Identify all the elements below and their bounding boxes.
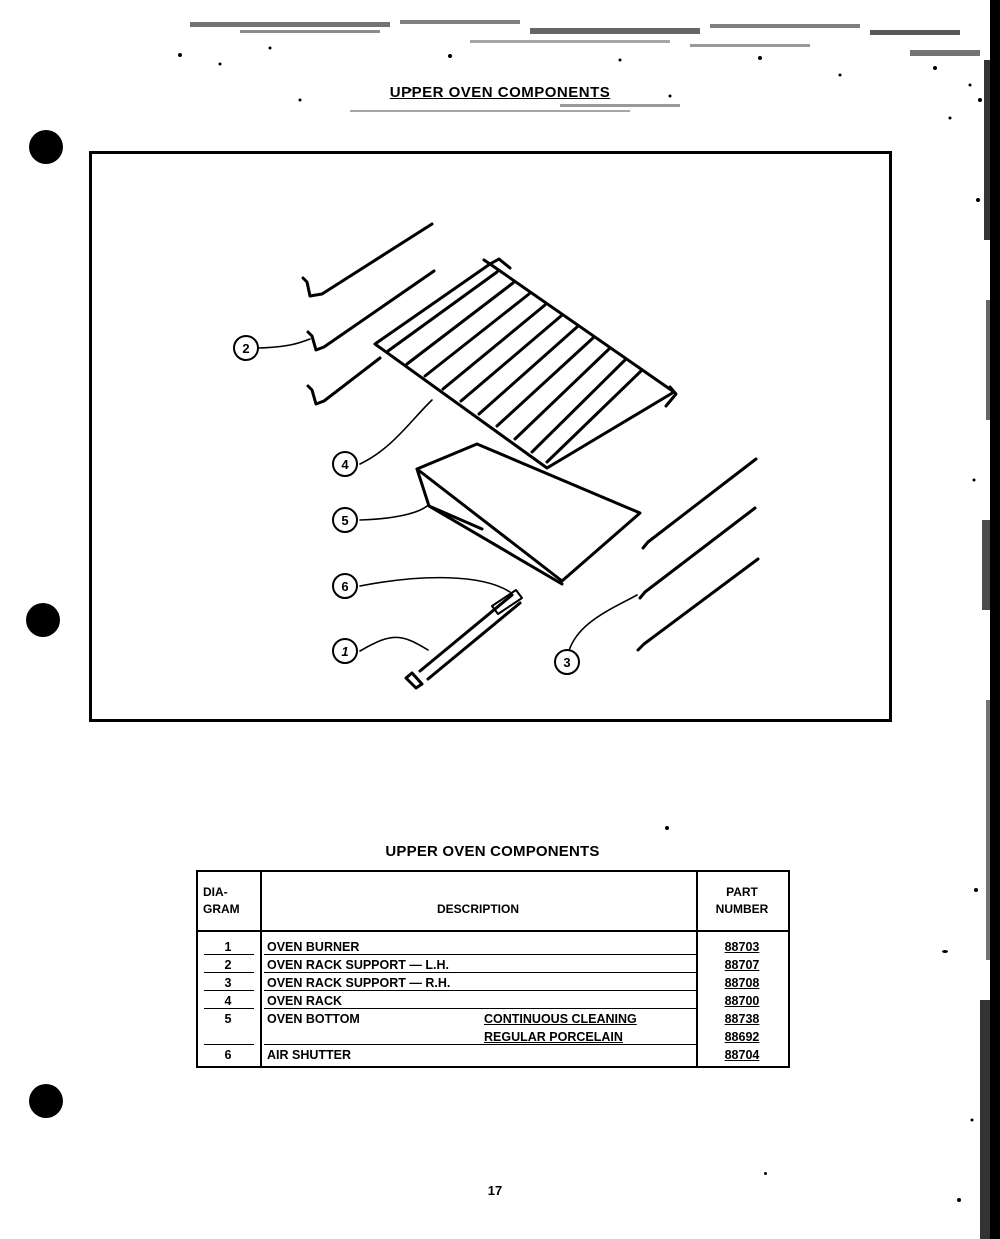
row-part-number: 88700	[724, 994, 760, 1008]
callout-3	[555, 650, 579, 674]
binder-hole-bottom	[29, 1084, 63, 1118]
row-underline	[204, 1044, 254, 1045]
exploded-parts-diagram	[89, 151, 892, 722]
row-underline	[204, 990, 254, 991]
diagram-drawing	[92, 154, 889, 719]
table-row	[198, 938, 788, 956]
header-diagram	[203, 884, 258, 918]
table-row	[198, 1046, 788, 1064]
callout-5-label: 5	[341, 513, 349, 528]
scan-edge-right	[960, 0, 1000, 1239]
callout-4	[333, 452, 357, 476]
row-description: OVEN BOTTOM	[267, 1012, 360, 1026]
table-row	[198, 992, 788, 1010]
scan-noise-top	[150, 0, 1000, 130]
row-underline	[264, 972, 697, 973]
callout-3-label: 3	[563, 655, 571, 670]
row-part-number: 88708	[724, 976, 760, 990]
row-variant: REGULAR PORCELAIN	[484, 1030, 623, 1044]
callout-2	[234, 336, 258, 360]
table-row	[198, 1028, 788, 1046]
scan-speck	[764, 1172, 767, 1175]
header-diagram-line-2: GRAM	[203, 902, 240, 916]
table-title: UPPER OVEN COMPONENTS	[385, 843, 600, 860]
row-description: OVEN BURNER	[267, 940, 360, 954]
page-number: 17	[487, 1183, 503, 1198]
table-row	[198, 974, 788, 992]
row-part-number: 88707	[724, 958, 760, 972]
table-body	[198, 932, 788, 1066]
callout-6-label: 6	[341, 579, 349, 594]
row-part-number: 88703	[724, 940, 760, 954]
row-description: OVEN RACK	[267, 994, 343, 1008]
callout-1	[333, 639, 357, 663]
row-underline	[264, 954, 697, 955]
binder-hole-top	[29, 130, 63, 164]
row-description: OVEN RACK SUPPORT — R.H.	[267, 976, 451, 990]
oven-bottom-part	[417, 444, 640, 584]
callout-6	[333, 574, 357, 598]
header-description: DESCRIPTION	[436, 902, 519, 916]
header-part-number	[698, 884, 786, 918]
scan-speck	[665, 826, 669, 830]
row-diagram-number: 6	[224, 1048, 232, 1062]
row-underline	[264, 990, 697, 991]
row-underline	[264, 1044, 697, 1045]
scan-speck	[942, 950, 948, 953]
row-diagram-number: 3	[224, 976, 232, 990]
row-variant: CONTINUOUS CLEANING	[484, 1012, 637, 1026]
table-row	[198, 1010, 788, 1028]
table-header	[198, 872, 788, 932]
binder-hole-middle	[26, 603, 60, 637]
page-heading: UPPER OVEN COMPONENTS	[389, 84, 611, 101]
callout-1-label: 1	[341, 644, 349, 659]
header-part-line-2: NUMBER	[715, 902, 769, 916]
callout-4-label: 4	[341, 457, 349, 472]
row-description: AIR SHUTTER	[267, 1048, 352, 1062]
row-diagram-number: 1	[224, 940, 232, 954]
header-part-line-1: PART	[726, 885, 758, 899]
row-diagram-number: 4	[224, 994, 232, 1008]
row-part-number: 88738	[724, 1012, 760, 1026]
parts-table	[196, 870, 790, 1068]
row-underline	[204, 1008, 254, 1009]
header-diagram-line-1: DIA-	[203, 885, 228, 899]
row-underline	[204, 972, 254, 973]
callout-5	[333, 508, 357, 532]
rack-support-lh-part	[303, 224, 434, 404]
oven-rack-part	[375, 259, 676, 468]
callout-2-label: 2	[242, 341, 250, 356]
row-part-number: 88704	[724, 1048, 760, 1062]
rack-support-rh-part	[638, 459, 758, 650]
row-underline	[204, 954, 254, 955]
row-description: OVEN RACK SUPPORT — L.H.	[267, 958, 449, 972]
table-row	[198, 956, 788, 974]
scan-speck	[957, 1198, 961, 1202]
row-diagram-number: 2	[224, 958, 232, 972]
row-underline	[264, 1008, 697, 1009]
row-part-number: 88692	[724, 1030, 760, 1044]
leader-lines	[259, 339, 637, 659]
row-diagram-number: 5	[224, 1012, 232, 1026]
oven-burner-part	[406, 590, 522, 688]
